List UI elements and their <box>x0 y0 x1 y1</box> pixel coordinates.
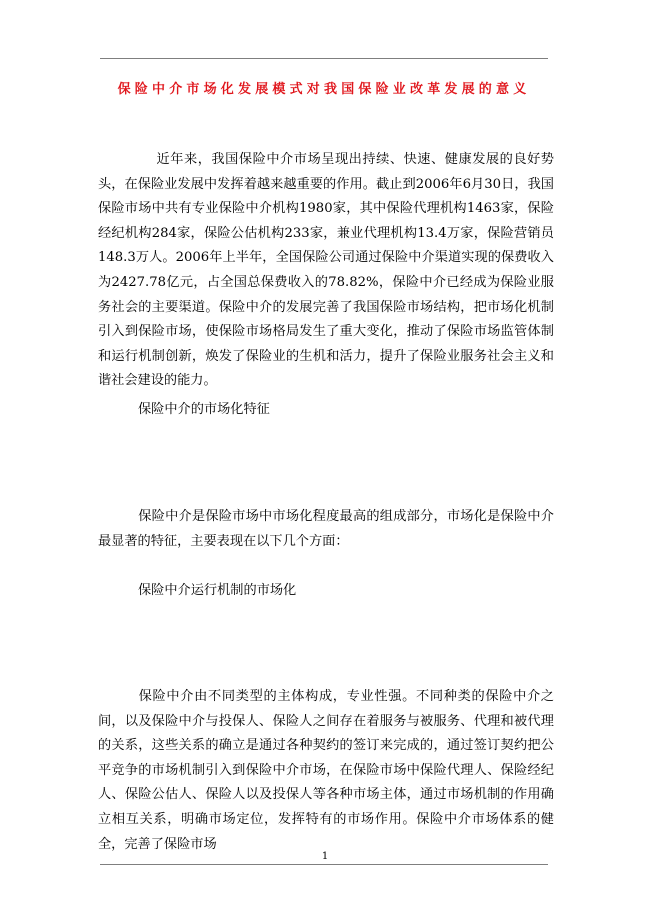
subsection-paragraph <box>98 685 554 857</box>
section-paragraph <box>98 505 554 554</box>
document-title: 保险中介市场化发展模式对我国保险业改革发展的意义 <box>117 82 531 97</box>
intro-paragraph <box>98 148 554 394</box>
header-rule <box>100 58 548 59</box>
page-number: 1 <box>321 851 329 862</box>
section-paragraph-text: 保险中介是保险市场中市场化程度最高的组成部分，市场化是保险中介最显著的特征，主要表现在以下几个方面： <box>98 509 554 549</box>
section-heading: 保险中介的市场化特征 <box>138 402 270 417</box>
subsection-paragraph-text: 保险中介由不同类型的主体构成，专业性强。不同种类的保险中介之间，以及保险中介与投保人、保险人之间存在着服务与被服务、代理和被代理的关系，这些关系的确立是通过各种契约的签订来完成的，通过签订契约把公平竞争的市场机制引入到保险中介市场，在保险市场中保险代理人、保险经纪人、保险公估人、保险人以及投保人等各种市场主体，通过市场机制的作用确立相互关系，明确市场定位，发挥特有的市场作用。保险中介市场体系的健全，完善了保险市场 <box>98 689 554 852</box>
intro-paragraph-text: 近年来，我国保险中介市场呈现出持续、快速、健康发展的良好势头，在保险业发展中发挥着越来越重要的作用。截止到2006年6月30日，我国保险市场中共有专业保险中介机构1980家，其中保险代理机构1463家，保险经纪机构284家，保险公估机构233家，兼业代理机构13.4万家，保险营销员148.3万人。2006年上半年，全国保险公司通过保险中介渠道实现的保费收入为2427.78亿元，占全国总保费收入的78.82%，保险中介已经成为保险业服务社会的主要渠道。保险中介的发展完善了我国保险市场结构，把市场化机制引入到保险市场，使保险市场格局发生了重大变化，推动了保险市场监管体制和运行机制创新，焕发了保险业的生机和活力，提升了保险业服务社会主义和谐社会建设的能力。 <box>98 152 554 389</box>
footer-rule <box>100 864 548 865</box>
subsection-heading: 保险中介运行机制的市场化 <box>138 583 297 598</box>
